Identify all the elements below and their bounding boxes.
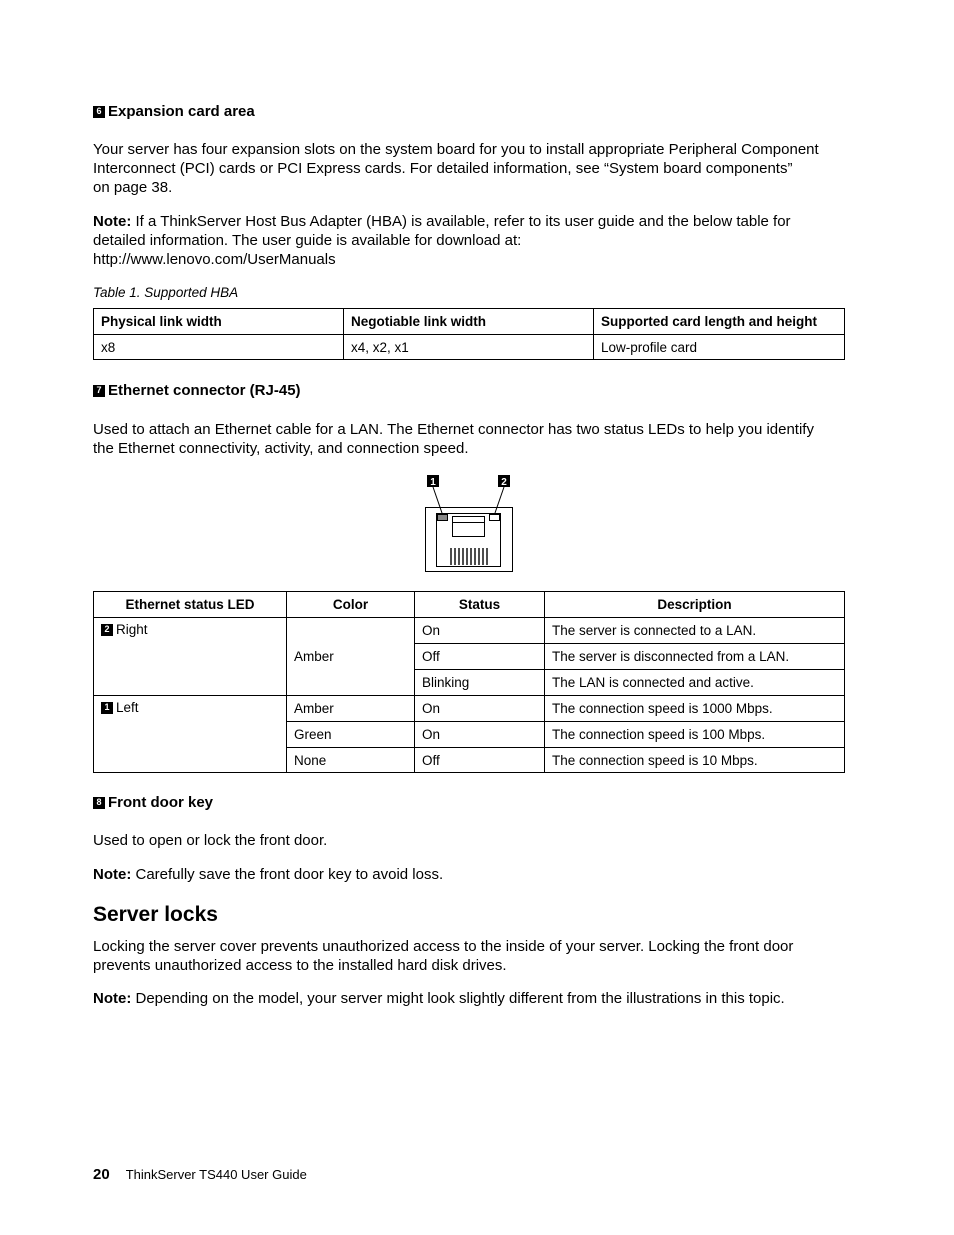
table-cell: Amber	[287, 696, 415, 722]
door-key-note	[93, 865, 845, 884]
ethernet-heading	[93, 382, 301, 400]
server-locks-heading: Server locks	[93, 903, 218, 926]
expansion-line-1: Your server has four expansion slots on the system board for you to install appropriate Peripheral Component	[93, 141, 819, 158]
server-locks-paragraph	[93, 937, 845, 975]
callout-badge: 2	[101, 624, 113, 636]
table-cell: Low-profile card	[594, 335, 845, 360]
table-header-cell: Negotiable link width	[344, 309, 594, 335]
ethernet-line-1: Used to attach an Ethernet cable for a LAN. The Ethernet connector has two status LEDs to help you identify	[93, 421, 814, 438]
table-header-cell: Color	[287, 592, 415, 618]
table-cell: None	[287, 748, 415, 773]
callout-badge: 8	[93, 797, 105, 809]
expansion-note	[93, 212, 845, 269]
table-row	[94, 670, 845, 696]
expansion-heading-text: Expansion card area	[108, 103, 255, 120]
table-row	[94, 748, 845, 773]
callout-badge: 6	[93, 106, 105, 118]
table-header-cell: Ethernet status LED	[94, 592, 287, 618]
hba-table	[93, 308, 845, 360]
page-number: 20	[93, 1166, 110, 1183]
table-header-cell: Status	[415, 592, 545, 618]
note-label: Note:	[93, 866, 132, 883]
table-cell: The server is disconnected from a LAN.	[545, 644, 845, 670]
note-label: Note:	[93, 213, 132, 230]
door-key-note-text: Carefully save the front door key to avoid loss.	[135, 866, 444, 883]
table-cell: The LAN is connected and active.	[545, 670, 845, 696]
led-right-cell	[94, 618, 287, 696]
led-left-label: Left	[116, 700, 139, 715]
table-cell: The server is connected to a LAN.	[545, 618, 845, 644]
table-cell: The connection speed is 10 Mbps.	[545, 748, 845, 773]
expansion-line-2: Interconnect (PCI) cards or PCI Express cards. For detailed information, see “System board components”	[93, 160, 793, 177]
table-cell: Amber	[287, 618, 415, 696]
document-title: ThinkServer TS440 User Guide	[125, 1167, 307, 1182]
table-row	[94, 696, 845, 722]
page-footer	[93, 1166, 307, 1184]
table-cell: The connection speed is 100 Mbps.	[545, 722, 845, 748]
table-cell: Green	[287, 722, 415, 748]
table-cell: x8	[94, 335, 344, 360]
ethernet-led-table	[93, 591, 845, 773]
table-cell: On	[415, 618, 545, 644]
ethernet-line-2: the Ethernet connectivity, activity, and connection speed.	[93, 440, 469, 457]
table-cell: The connection speed is 1000 Mbps.	[545, 696, 845, 722]
table-header-row	[94, 592, 845, 618]
table-cell: Off	[415, 644, 545, 670]
table-header-row	[94, 309, 845, 335]
table-cell: x4, x2, x1	[344, 335, 594, 360]
server-locks-note-text: Depending on the model, your server might look slightly different from the illustrations in this topic.	[135, 990, 785, 1007]
led-right-label: Right	[116, 622, 148, 637]
table-cell: Blinking	[415, 670, 545, 696]
door-key-heading-text: Front door key	[108, 794, 214, 811]
table-cell: On	[415, 696, 545, 722]
expansion-paragraph	[93, 140, 845, 197]
note-label: Note:	[93, 990, 132, 1007]
callout-badge: 1	[101, 702, 113, 714]
callout-badge: 7	[93, 385, 105, 397]
server-locks-line-2: prevents unauthorized access to the installed hard disk drives.	[93, 957, 507, 974]
note-line-2: detailed information. The user guide is available for download at:	[93, 232, 522, 249]
table-header-cell: Description	[545, 592, 845, 618]
door-key-paragraph: Used to open or lock the front door.	[93, 832, 328, 849]
table-row	[94, 618, 845, 644]
table-row	[94, 644, 845, 670]
table-cell: Off	[415, 748, 545, 773]
callout-1-label: 1	[430, 477, 436, 488]
ethernet-paragraph	[93, 420, 845, 458]
expansion-heading	[93, 103, 255, 121]
rj45-connector-illustration	[424, 474, 514, 574]
table-header-cell: Supported card length and height	[594, 309, 845, 335]
rj45-connector-figure	[424, 474, 514, 574]
expansion-line-3: on page 38.	[93, 179, 173, 196]
server-locks-note	[93, 989, 845, 1008]
table-row	[94, 335, 845, 360]
door-key-heading	[93, 794, 213, 812]
server-locks-line-1: Locking the server cover prevents unauthorized access to the inside of your server. Locking the front door	[93, 938, 794, 955]
table-caption: Table 1. Supported HBA	[93, 285, 239, 300]
table-header-cell: Physical link width	[94, 309, 344, 335]
callout-2-label: 2	[501, 477, 507, 488]
table-cell: On	[415, 722, 545, 748]
note-line-1: If a ThinkServer Host Bus Adapter (HBA) is available, refer to its user guide and the below table for	[135, 213, 791, 230]
ethernet-heading-text: Ethernet connector (RJ-45)	[108, 382, 301, 399]
table-row	[94, 722, 845, 748]
user-manuals-link[interactable]: http://www.lenovo.com/UserManuals	[93, 251, 336, 268]
led-left-cell	[94, 696, 287, 773]
